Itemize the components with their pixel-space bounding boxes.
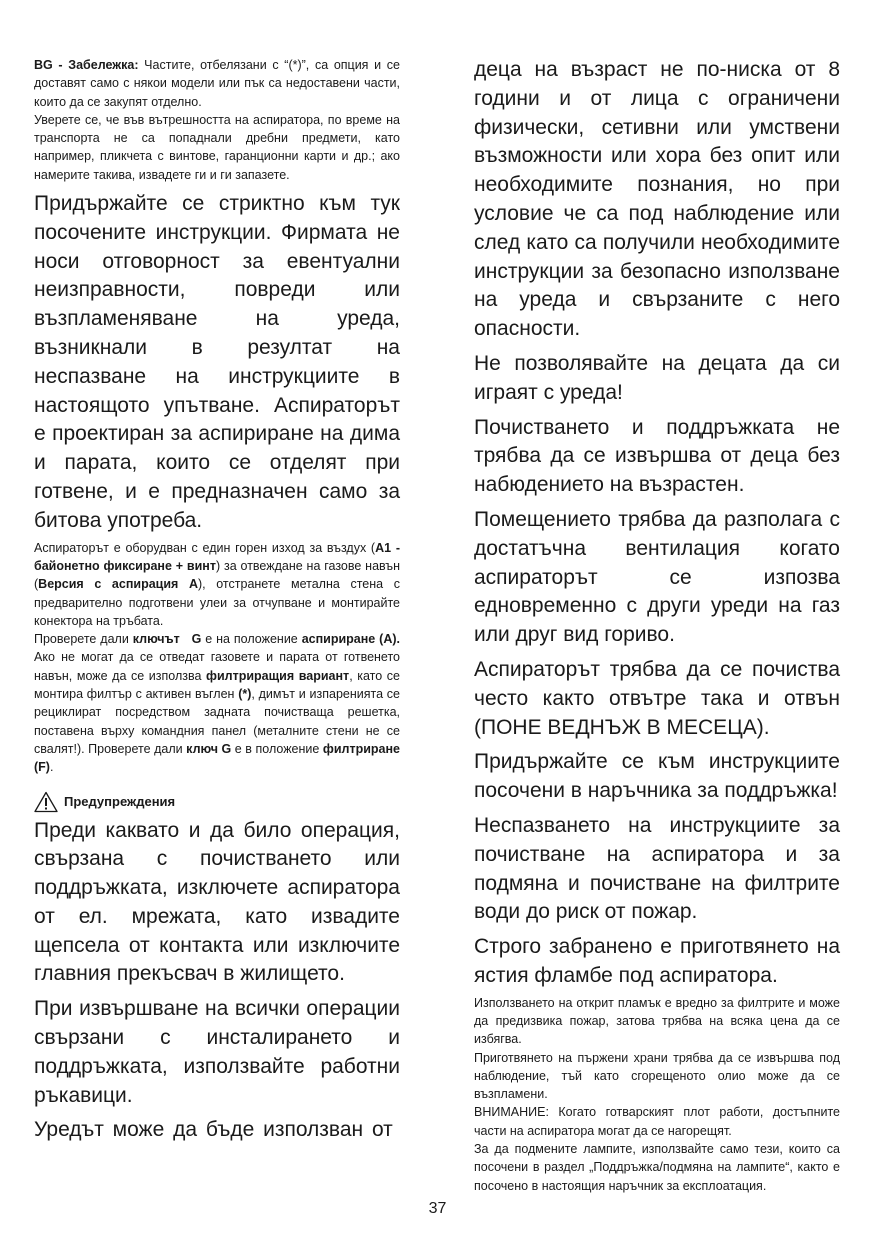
maintenance-manual-paragraph: Придържайте се към инструкциите посочени в наръчника за поддръжка! [474, 750, 840, 803]
right-column [474, 56, 840, 1195]
note-paragraph [34, 56, 400, 111]
warnings-heading [34, 791, 400, 813]
disconnect-warning-paragraph: Преди каквато и да било операция, свързана с почистването или поддръжката, изключете аспиратора от ел. мрежата, като извадите щепсела от контакта или изключите главния прекъсвач в жилището. [34, 818, 400, 986]
cleaning-frequency-paragraph: Аспираторът трябва да се почиства често както отвътре така и отвън (ПОНЕ ВЕДНЪЖ В МЕСЕЦА). [474, 657, 840, 739]
page-number: 37 [428, 1200, 447, 1217]
note-text: Частите, отбелязани с “(*)”, са опция и се доставят само с някои модели или пък са недоставени части, които да се закупят отделно. [34, 58, 400, 109]
fried-food-paragraph: Приготвянето на пържени храни трябва да се извършва под наблюдение, тъй като сгорещеното олио може да се възпламени. [474, 1050, 840, 1102]
transport-check-paragraph: Уверете се, че във вътрешността на аспиратора, по време на транспорта не са попаднали дребни предмети, като например, пликчета с винтове, гаранционни карти и др.; ако намерите такива, извадете ги и ги запазете. [34, 112, 400, 182]
hot-parts-paragraph: ВНИМАНИЕ: Когато готварският плот работи, достъпните части на аспиратора могат да се нагорещят. [474, 1105, 840, 1138]
left-column [34, 56, 400, 1145]
open-flame-paragraph: Използването на открит пламък е вредно за филтрите и може да предизвика пожар, затова трябва на всяка цена да се избягва. [474, 995, 840, 1047]
instructions-paragraph: Придържайте се стриктно към тук посочените инструкции. Фирмата не носи отговорност за евентуални неизправности, повреди или възпламеняване на уреда, възникнали в резултат на неспазване на инструкциите в настоящото упътване. Аспираторът е проектиран за аспириране на дима и парата, които се отделят при готвене, и е предназначен само за битова употреба. [34, 192, 400, 532]
lamp-replacement-paragraph: За да подмените лампите, използвайте само тези, които са посочени в раздел „Поддръжка/подмяна на лампите“, както е посочено в настоящия наръчник за експлоатация. [474, 1142, 840, 1193]
flambe-paragraph: Строго забранено е приготвянето на ястия фламбе под аспиратора. [474, 935, 840, 987]
gloves-paragraph: При извършване на всички операции свързани с инсталирането и поддръжката, използвайте работни ръкавици. [34, 997, 400, 1107]
usage-paragraph-start: Уредът може да бъде използван от [34, 1118, 393, 1142]
fire-risk-paragraph: Неспазването на инструкциите за почистване на аспиратора и за подмяна и почистване на филтрите води до риск от пожар. [474, 813, 840, 924]
key-position-paragraph: Проверете дали ключът G е на положение аспириране (А). Ако не могат да се отведат газовете и парата от готвенето навън, може да се използва филтриращия вариант, като се монтира филтър с активен въглен (*), димът и изпаренията се рециклират посредством задната почистваща решетка, поставена върху командния панел (металните стени не се свалят!). Проверете дали ключ G е в положение филтриране (F). [34, 632, 401, 775]
children-play-paragraph: Не позволявайте на децата да си играят с уреда! [474, 351, 840, 404]
air-outlet-paragraph: Аспираторът е оборудван с един горен изход за въздух (A1 - байонетно фиксиране + винт) за отвеждане на газове навън (Версия с аспирация А), отстранете метална стена с предварително подготвени улеи за отчупване и монтирайте конектора на тръбата. [34, 540, 400, 628]
warnings-title: Предупреждения [64, 794, 176, 809]
ventilation-paragraph: Помещението трябва да разполага с достатъчна вентилация когато аспираторът се изпозва едновременно с други уреди на газ или друг вид гориво. [474, 507, 840, 647]
cleaning-supervision-paragraph: Почистването и поддръжката не трябва да се извършва от деца без набюдението на възрастен. [474, 415, 840, 497]
note-label: BG - Забележка: [34, 58, 139, 72]
warning-triangle-icon [34, 791, 58, 813]
usage-paragraph-continued: деца на възраст не по-ниска от 8 години и от лица с ограничени физически, сетивни или умствени възможности или хора без опит или необходимите познания, но при условие че са под наблюдение или след като са получили необходимите инструкции за безопасно използване на уреда и свързаните с него опасности. [474, 58, 840, 341]
